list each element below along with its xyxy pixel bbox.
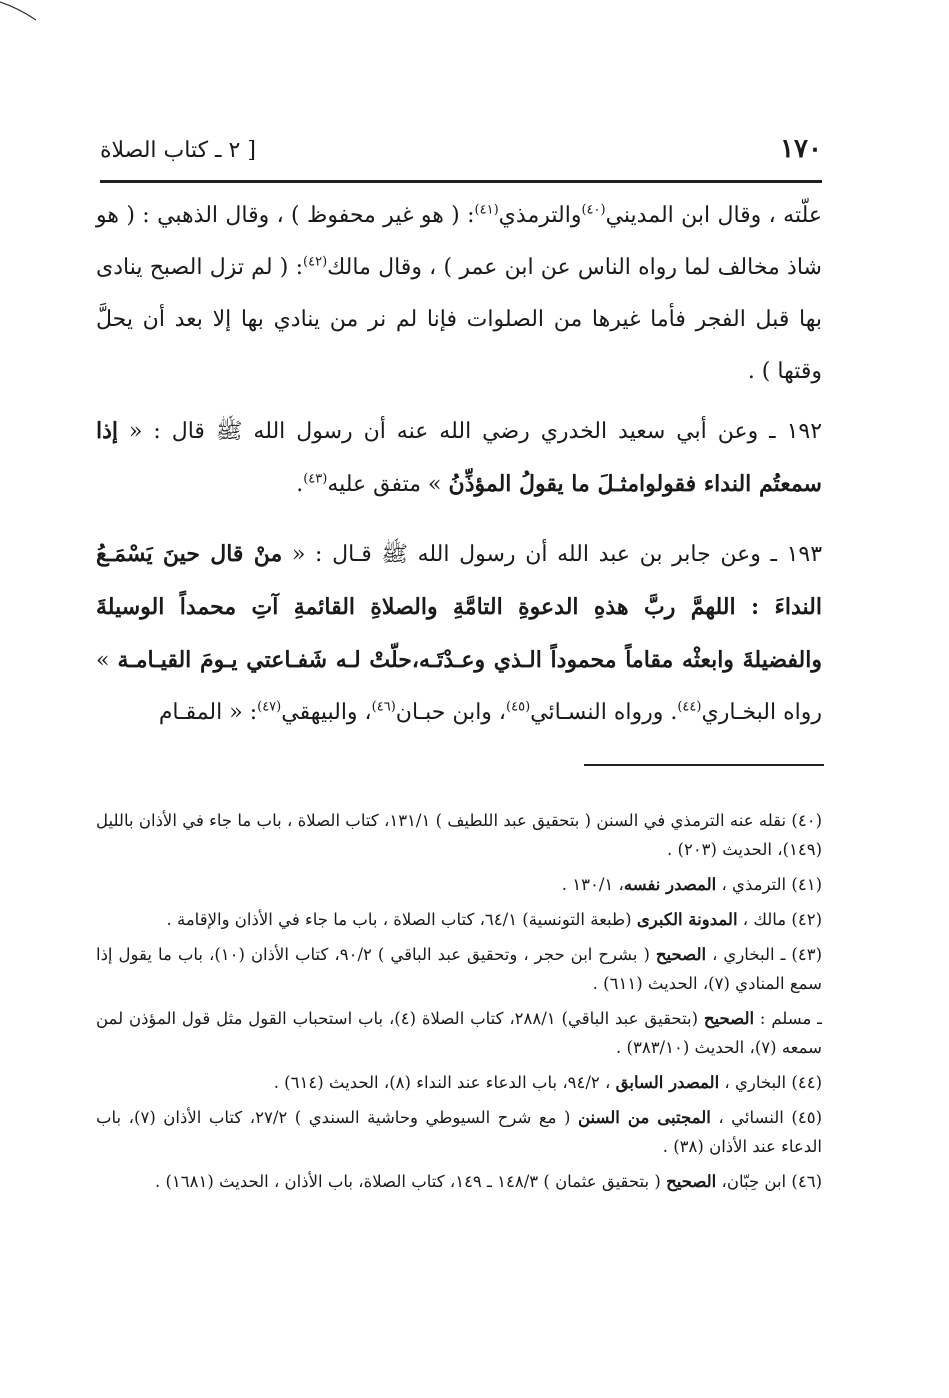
footnote-ref-41[interactable]: (٤١) xyxy=(474,202,499,218)
footnote-ref-42[interactable]: (٤٢) xyxy=(303,254,328,270)
footnote-43-muslim xyxy=(96,1004,822,1062)
footnote-40: (٤٠) نقله عنه الترمذي في السنن ( بتحقيق عبد اللطيف ) ١٣١/١، كتاب الصلاة ، باب ما جاء في الأذان بالليل (١٤٩)، الحديث (٢٠٣) . xyxy=(96,811,822,859)
page-header xyxy=(100,128,822,172)
text: : ( لم تزل الصبح ينادى بها قبل الفجر فأما غيرها من الصلوات فإنا لم نر من ينادي بها إلا بعد أن يحلَّ وقتها ) . xyxy=(96,255,822,384)
footnote-ref-46[interactable]: (٤٦) xyxy=(371,699,396,715)
text: . xyxy=(296,472,304,497)
text: (طبعة التونسية) ٦٤/١، كتاب الصلاة ، باب ما جاء في الأذان والإقامة . xyxy=(166,910,637,929)
hadith-text: إذا سمعتُم النداء فقولوامثـلَ ما يقولُ المؤذِّنُ xyxy=(96,418,822,497)
hadith-193 xyxy=(96,528,822,739)
source-title: المجتبى من السنن xyxy=(577,1108,711,1127)
page-number: ١٧٠ xyxy=(780,134,822,164)
text: ( مع شرح السيوطي وحاشية السندي ) ٢٧/٢، كتاب الأذان (٧)، باب الدعاء عند الأذان (٣٨) . xyxy=(96,1108,822,1156)
text: ، وابن حبـان xyxy=(395,700,507,725)
footnote-45 xyxy=(96,1103,822,1161)
corner-scan-mark xyxy=(0,0,40,24)
text: ، ٩٤/٢، باب الدعاء عند النداء (٨)، الحديث (٦١٤) . xyxy=(273,1073,616,1092)
text: . ورواه النسـائي xyxy=(530,700,678,725)
hadith-192 xyxy=(96,405,822,511)
text: ، ١٣٠/١ . xyxy=(561,875,624,894)
text: (٤٤) البخاري ، xyxy=(719,1073,822,1092)
source-title: الصحيح xyxy=(703,1009,755,1028)
text: علّته ، وقال ابن المديني xyxy=(605,203,822,228)
text: (٤٥) النسائي ، xyxy=(710,1108,822,1127)
text: والترمذي xyxy=(498,203,582,228)
source-title: المصدر السابق xyxy=(615,1073,720,1092)
source-title: الصحيح xyxy=(666,1172,717,1191)
source-title: المصدر نفسه xyxy=(623,875,717,894)
footnote-42 xyxy=(96,905,822,934)
footnote-ref-47[interactable]: (٤٧) xyxy=(257,699,282,715)
text: ـ مسلم : xyxy=(754,1009,822,1028)
footnote-separator xyxy=(584,764,824,766)
text: ( بتحقيق عثمان ) ١٤٨/٣ ـ ١٤٩، كتاب الصلاة، باب الأذان ، الحديث (١٦٨١) . xyxy=(154,1172,667,1191)
footnote-ref-45[interactable]: (٤٥) xyxy=(506,699,531,715)
text: (٤٣) ـ البخاري ، xyxy=(706,945,823,964)
text: ١٩٢ ـ وعن أبي سعيد الخدري رضي الله عنه أن رسول الله ﷺ قال : « xyxy=(128,419,823,444)
footnote-41 xyxy=(96,870,822,899)
footnote-ref-43[interactable]: (٤٣) xyxy=(303,471,328,487)
footnote-ref-44[interactable]: (٤٤) xyxy=(677,699,702,715)
text: » رواه البخـاري xyxy=(96,648,822,725)
text: » متفق عليه xyxy=(327,472,442,497)
source-title: المدونة الكبرى xyxy=(636,910,738,929)
text: ( بشرح ابن حجر ، وتحقيق عبد الباقي ) ٩٠/٢، كتاب الأذان (١٠)، باب ما يقول إذا سمع المنادي (٧)، الحديث (٦١١) . xyxy=(96,945,822,993)
footnote-ref-40[interactable]: (٤٠) xyxy=(581,202,606,218)
text: (٤٦) ابن حِبّان، xyxy=(716,1172,822,1191)
text: (بتحقيق عبد الباقي) ٢٨٨/١، كتاب الصلاة (٤)، باب استحباب القول مثل قول المؤذن لمن سمعه (٧)، الحديث (٣٨٣/١٠) . xyxy=(96,1009,822,1057)
footnote-43 xyxy=(96,940,822,998)
paragraph-continuation xyxy=(96,190,822,398)
footnote-44 xyxy=(96,1068,822,1097)
running-title: [ ٢ ـ كتاب الصلاة xyxy=(100,138,256,163)
footnotes xyxy=(96,806,822,1202)
text: ، والبيهقي xyxy=(281,700,372,725)
text: (٤٢) مالك ، xyxy=(737,910,822,929)
text: ١٩٣ ـ وعن جابر بن عبد الله أن رسول الله ﷺ قـال : « xyxy=(291,542,823,567)
hadith-text: منْ قال حينَ يَسْمَـعُ النداءَ : اللهمَّ ربَّ هذهِ الدعوةِ التامَّةِ والصلاةِ القائمةِ آتِ محمداً الوسيلةَ والفضيلةَ وابعثْه مقاماً محموداً الـذي وعـدْتَـه،حلّتْ لـه شَفـاعتي يـومَ القيـامـة xyxy=(96,541,822,673)
footnote-46 xyxy=(96,1167,822,1196)
text: : « المقـام xyxy=(158,700,258,725)
source-title: الصحيح xyxy=(655,945,707,964)
text: (٤١) الترمذي ، xyxy=(716,875,822,894)
header-rule xyxy=(100,180,822,183)
text: : ( هو غير محفوظ ) ، وقال الذهبي : ( هو شاذ مخالف لما رواه الناس عن ابن عمر ) ، وقال مالك xyxy=(96,203,822,280)
